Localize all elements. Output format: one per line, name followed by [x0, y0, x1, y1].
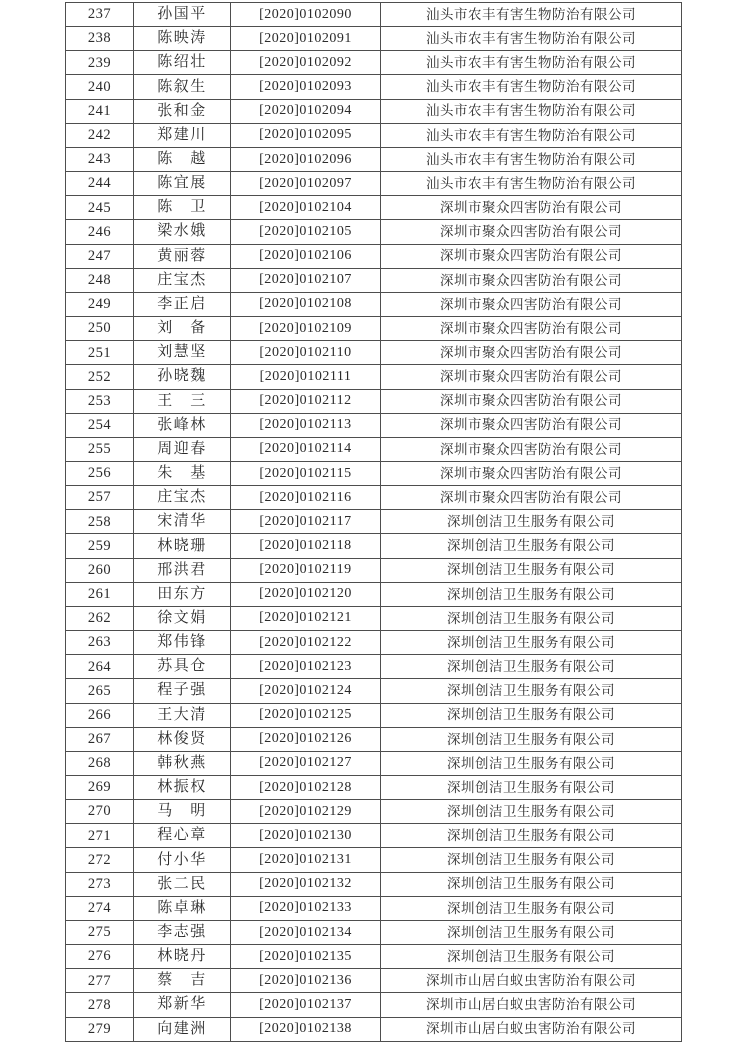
company-name-cell: 深圳市聚众四害防治有限公司: [381, 365, 682, 389]
company-name-cell: 深圳市聚众四害防治有限公司: [381, 437, 682, 461]
table-row: [66, 776, 682, 800]
company-name-cell: 深圳创洁卫生服务有限公司: [381, 872, 682, 896]
table-row: [66, 510, 682, 534]
table-row: [66, 389, 682, 413]
certificate-number-cell: [2020]0102125: [231, 703, 381, 727]
certificate-number-cell: [2020]0102135: [231, 945, 381, 969]
company-name-cell: 深圳创洁卫生服务有限公司: [381, 945, 682, 969]
certificate-number-cell: [2020]0102122: [231, 631, 381, 655]
certificate-number-cell: [2020]0102104: [231, 196, 381, 220]
company-name-cell: 深圳市聚众四害防治有限公司: [381, 413, 682, 437]
row-number-cell: 253: [66, 389, 134, 413]
company-name-cell: 深圳创洁卫生服务有限公司: [381, 703, 682, 727]
certificate-number-cell: [2020]0102112: [231, 389, 381, 413]
certificate-number-cell: [2020]0102117: [231, 510, 381, 534]
company-name-cell: 深圳创洁卫生服务有限公司: [381, 896, 682, 920]
person-name-cell: 陈 卫: [134, 196, 231, 220]
company-name-cell: 深圳创洁卫生服务有限公司: [381, 776, 682, 800]
certificate-number-cell: [2020]0102096: [231, 147, 381, 171]
company-name-cell: 深圳市聚众四害防治有限公司: [381, 317, 682, 341]
row-number-cell: 247: [66, 244, 134, 268]
company-name-cell: 深圳市聚众四害防治有限公司: [381, 389, 682, 413]
row-number-cell: 259: [66, 534, 134, 558]
person-name-cell: 孙晓魏: [134, 365, 231, 389]
person-name-cell: 张和金: [134, 99, 231, 123]
company-name-cell: 深圳市聚众四害防治有限公司: [381, 461, 682, 485]
company-name-cell: 深圳创洁卫生服务有限公司: [381, 534, 682, 558]
table-row: [66, 679, 682, 703]
certificate-number-cell: [2020]0102119: [231, 558, 381, 582]
table-row: [66, 800, 682, 824]
person-name-cell: 邢洪君: [134, 558, 231, 582]
company-name-cell: 深圳创洁卫生服务有限公司: [381, 582, 682, 606]
company-name-cell: 汕头市农丰有害生物防治有限公司: [381, 3, 682, 27]
row-number-cell: 245: [66, 196, 134, 220]
certificate-number-cell: [2020]0102108: [231, 292, 381, 316]
row-number-cell: 274: [66, 896, 134, 920]
row-number-cell: 248: [66, 268, 134, 292]
row-number-cell: 279: [66, 1017, 134, 1041]
table-row: [66, 147, 682, 171]
person-name-cell: 王 三: [134, 389, 231, 413]
row-number-cell: 278: [66, 993, 134, 1017]
person-name-cell: 陈 越: [134, 147, 231, 171]
table-row: [66, 1017, 682, 1041]
table-row: [66, 123, 682, 147]
person-name-cell: 陈绍壮: [134, 51, 231, 75]
row-number-cell: 242: [66, 123, 134, 147]
certificate-number-cell: [2020]0102132: [231, 872, 381, 896]
company-name-cell: 汕头市农丰有害生物防治有限公司: [381, 75, 682, 99]
person-name-cell: 陈叙生: [134, 75, 231, 99]
person-name-cell: 程心章: [134, 824, 231, 848]
table-row: [66, 413, 682, 437]
certificate-table-body: [66, 3, 682, 1042]
row-number-cell: 262: [66, 606, 134, 630]
row-number-cell: 244: [66, 172, 134, 196]
company-name-cell: 汕头市农丰有害生物防治有限公司: [381, 172, 682, 196]
table-row: [66, 244, 682, 268]
person-name-cell: 蔡 吉: [134, 969, 231, 993]
company-name-cell: 深圳市聚众四害防治有限公司: [381, 244, 682, 268]
table-row: [66, 365, 682, 389]
person-name-cell: 郑建川: [134, 123, 231, 147]
table-row: [66, 896, 682, 920]
row-number-cell: 241: [66, 99, 134, 123]
row-number-cell: 246: [66, 220, 134, 244]
company-name-cell: 深圳创洁卫生服务有限公司: [381, 606, 682, 630]
table-row: [66, 945, 682, 969]
certificate-number-cell: [2020]0102123: [231, 655, 381, 679]
person-name-cell: 陈映涛: [134, 27, 231, 51]
certificate-number-cell: [2020]0102130: [231, 824, 381, 848]
certificate-number-cell: [2020]0102106: [231, 244, 381, 268]
company-name-cell: 深圳市山居白蚁虫害防治有限公司: [381, 993, 682, 1017]
person-name-cell: 陈卓琳: [134, 896, 231, 920]
company-name-cell: 深圳市聚众四害防治有限公司: [381, 486, 682, 510]
table-row: [66, 631, 682, 655]
person-name-cell: 王大清: [134, 703, 231, 727]
company-name-cell: 汕头市农丰有害生物防治有限公司: [381, 27, 682, 51]
person-name-cell: 刘 备: [134, 317, 231, 341]
table-row: [66, 268, 682, 292]
certificate-number-cell: [2020]0102138: [231, 1017, 381, 1041]
table-row: [66, 655, 682, 679]
person-name-cell: 庄宝杰: [134, 486, 231, 510]
row-number-cell: 269: [66, 776, 134, 800]
row-number-cell: 258: [66, 510, 134, 534]
company-name-cell: 深圳创洁卫生服务有限公司: [381, 848, 682, 872]
row-number-cell: 273: [66, 872, 134, 896]
company-name-cell: 深圳市聚众四害防治有限公司: [381, 268, 682, 292]
table-row: [66, 172, 682, 196]
table-row: [66, 75, 682, 99]
person-name-cell: 韩秋燕: [134, 751, 231, 775]
certificate-number-cell: [2020]0102131: [231, 848, 381, 872]
row-number-cell: 261: [66, 582, 134, 606]
table-row: [66, 27, 682, 51]
certificate-number-cell: [2020]0102136: [231, 969, 381, 993]
person-name-cell: 朱 基: [134, 461, 231, 485]
row-number-cell: 257: [66, 486, 134, 510]
company-name-cell: 汕头市农丰有害生物防治有限公司: [381, 123, 682, 147]
company-name-cell: 深圳创洁卫生服务有限公司: [381, 800, 682, 824]
certificate-number-cell: [2020]0102121: [231, 606, 381, 630]
company-name-cell: 深圳市山居白蚁虫害防治有限公司: [381, 969, 682, 993]
row-number-cell: 265: [66, 679, 134, 703]
certificate-number-cell: [2020]0102137: [231, 993, 381, 1017]
table-row: [66, 824, 682, 848]
table-row: [66, 703, 682, 727]
certificate-number-cell: [2020]0102109: [231, 317, 381, 341]
person-name-cell: 程子强: [134, 679, 231, 703]
row-number-cell: 272: [66, 848, 134, 872]
table-row: [66, 558, 682, 582]
company-name-cell: 深圳市山居白蚁虫害防治有限公司: [381, 1017, 682, 1041]
certificate-number-cell: [2020]0102126: [231, 727, 381, 751]
person-name-cell: 张二民: [134, 872, 231, 896]
company-name-cell: 汕头市农丰有害生物防治有限公司: [381, 99, 682, 123]
table-row: [66, 461, 682, 485]
person-name-cell: 林振权: [134, 776, 231, 800]
table-row: [66, 292, 682, 316]
person-name-cell: 梁水娥: [134, 220, 231, 244]
table-row: [66, 317, 682, 341]
row-number-cell: 267: [66, 727, 134, 751]
certificate-number-cell: [2020]0102120: [231, 582, 381, 606]
table-row: [66, 920, 682, 944]
table-row: [66, 993, 682, 1017]
person-name-cell: 马 明: [134, 800, 231, 824]
row-number-cell: 238: [66, 27, 134, 51]
table-row: [66, 727, 682, 751]
person-name-cell: 向建洲: [134, 1017, 231, 1041]
certificate-number-cell: [2020]0102092: [231, 51, 381, 75]
row-number-cell: 237: [66, 3, 134, 27]
row-number-cell: 239: [66, 51, 134, 75]
person-name-cell: 郑新华: [134, 993, 231, 1017]
table-row: [66, 751, 682, 775]
person-name-cell: 徐文娟: [134, 606, 231, 630]
row-number-cell: 275: [66, 920, 134, 944]
certificate-number-cell: [2020]0102093: [231, 75, 381, 99]
table-row: [66, 486, 682, 510]
person-name-cell: 付小华: [134, 848, 231, 872]
certificate-number-cell: [2020]0102124: [231, 679, 381, 703]
company-name-cell: 深圳市聚众四害防治有限公司: [381, 341, 682, 365]
certificate-number-cell: [2020]0102105: [231, 220, 381, 244]
certificate-table: [65, 2, 682, 1042]
row-number-cell: 268: [66, 751, 134, 775]
table-row: [66, 437, 682, 461]
row-number-cell: 260: [66, 558, 134, 582]
person-name-cell: 林晓珊: [134, 534, 231, 558]
certificate-number-cell: [2020]0102113: [231, 413, 381, 437]
company-name-cell: 深圳创洁卫生服务有限公司: [381, 751, 682, 775]
row-number-cell: 250: [66, 317, 134, 341]
certificate-number-cell: [2020]0102128: [231, 776, 381, 800]
certificate-number-cell: [2020]0102107: [231, 268, 381, 292]
company-name-cell: 深圳市聚众四害防治有限公司: [381, 220, 682, 244]
certificate-number-cell: [2020]0102118: [231, 534, 381, 558]
table-row: [66, 196, 682, 220]
person-name-cell: 庄宝杰: [134, 268, 231, 292]
person-name-cell: 郑伟锋: [134, 631, 231, 655]
row-number-cell: 240: [66, 75, 134, 99]
table-row: [66, 969, 682, 993]
row-number-cell: 256: [66, 461, 134, 485]
certificate-number-cell: [2020]0102134: [231, 920, 381, 944]
company-name-cell: 深圳创洁卫生服务有限公司: [381, 655, 682, 679]
company-name-cell: 深圳创洁卫生服务有限公司: [381, 679, 682, 703]
table-row: [66, 99, 682, 123]
certificate-number-cell: [2020]0102094: [231, 99, 381, 123]
company-name-cell: 深圳创洁卫生服务有限公司: [381, 920, 682, 944]
company-name-cell: 深圳创洁卫生服务有限公司: [381, 558, 682, 582]
row-number-cell: 271: [66, 824, 134, 848]
company-name-cell: 汕头市农丰有害生物防治有限公司: [381, 147, 682, 171]
company-name-cell: 深圳市聚众四害防治有限公司: [381, 196, 682, 220]
person-name-cell: 苏具仓: [134, 655, 231, 679]
row-number-cell: 255: [66, 437, 134, 461]
table-row: [66, 872, 682, 896]
person-name-cell: 陈宜展: [134, 172, 231, 196]
table-row: [66, 848, 682, 872]
person-name-cell: 林晓丹: [134, 945, 231, 969]
company-name-cell: 深圳创洁卫生服务有限公司: [381, 727, 682, 751]
certificate-number-cell: [2020]0102116: [231, 486, 381, 510]
certificate-number-cell: [2020]0102127: [231, 751, 381, 775]
certificate-number-cell: [2020]0102097: [231, 172, 381, 196]
certificate-number-cell: [2020]0102090: [231, 3, 381, 27]
person-name-cell: 李正启: [134, 292, 231, 316]
row-number-cell: 243: [66, 147, 134, 171]
table-row: [66, 51, 682, 75]
row-number-cell: 254: [66, 413, 134, 437]
person-name-cell: 孙国平: [134, 3, 231, 27]
row-number-cell: 270: [66, 800, 134, 824]
certificate-number-cell: [2020]0102095: [231, 123, 381, 147]
person-name-cell: 张峰林: [134, 413, 231, 437]
company-name-cell: 深圳创洁卫生服务有限公司: [381, 631, 682, 655]
table-row: [66, 341, 682, 365]
person-name-cell: 周迎春: [134, 437, 231, 461]
certificate-number-cell: [2020]0102114: [231, 437, 381, 461]
row-number-cell: 266: [66, 703, 134, 727]
row-number-cell: 276: [66, 945, 134, 969]
certificate-number-cell: [2020]0102115: [231, 461, 381, 485]
table-row: [66, 3, 682, 27]
table-row: [66, 606, 682, 630]
person-name-cell: 黄丽蓉: [134, 244, 231, 268]
row-number-cell: 263: [66, 631, 134, 655]
certificate-number-cell: [2020]0102133: [231, 896, 381, 920]
certificate-number-cell: [2020]0102110: [231, 341, 381, 365]
certificate-number-cell: [2020]0102091: [231, 27, 381, 51]
person-name-cell: 刘慧坚: [134, 341, 231, 365]
row-number-cell: 264: [66, 655, 134, 679]
table-row: [66, 534, 682, 558]
person-name-cell: 田东方: [134, 582, 231, 606]
person-name-cell: 李志强: [134, 920, 231, 944]
table-row: [66, 582, 682, 606]
company-name-cell: 深圳创洁卫生服务有限公司: [381, 510, 682, 534]
company-name-cell: 深圳创洁卫生服务有限公司: [381, 824, 682, 848]
row-number-cell: 252: [66, 365, 134, 389]
person-name-cell: 林俊贤: [134, 727, 231, 751]
row-number-cell: 277: [66, 969, 134, 993]
table-row: [66, 220, 682, 244]
certificate-number-cell: [2020]0102111: [231, 365, 381, 389]
row-number-cell: 251: [66, 341, 134, 365]
row-number-cell: 249: [66, 292, 134, 316]
person-name-cell: 宋清华: [134, 510, 231, 534]
company-name-cell: 汕头市农丰有害生物防治有限公司: [381, 51, 682, 75]
company-name-cell: 深圳市聚众四害防治有限公司: [381, 292, 682, 316]
certificate-number-cell: [2020]0102129: [231, 800, 381, 824]
